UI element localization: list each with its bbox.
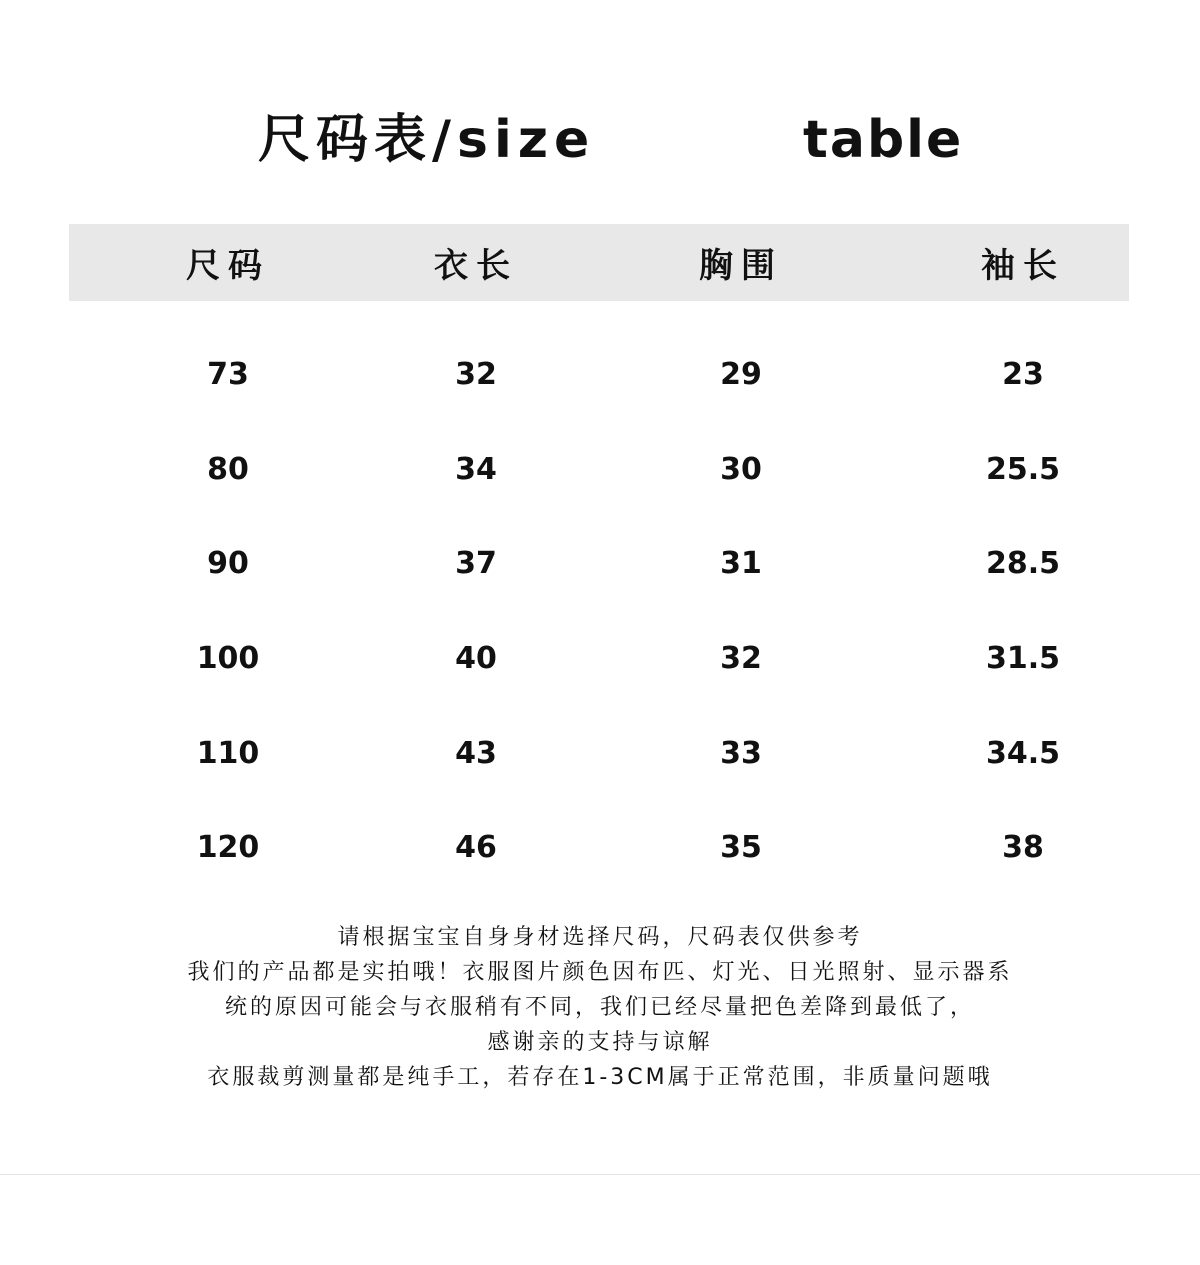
title-right-text: table [803, 110, 964, 170]
cell-chest: 31 [720, 546, 762, 582]
cell-chest: 35 [720, 830, 762, 866]
notes-block [0, 920, 1200, 1095]
cell-chest: 29 [720, 356, 762, 392]
cell-size: 120 [196, 830, 260, 866]
table-row [69, 516, 1129, 611]
size-table [69, 224, 1129, 895]
table-row [69, 422, 1129, 517]
header-chest: 胸围 [565, 224, 917, 301]
cell-length: 37 [455, 546, 497, 582]
cell-sleeve: 28.5 [985, 546, 1061, 582]
cell-length: 32 [455, 356, 497, 392]
cell-size: 80 [207, 451, 249, 487]
note-line: 衣服裁剪测量都是纯手工，若存在1-3CM属于正常范围，非质量问题哦 [207, 1065, 993, 1090]
cell-sleeve: 34.5 [985, 735, 1061, 771]
table-row [69, 800, 1129, 895]
cell-size: 73 [207, 356, 249, 392]
table-spacer [69, 301, 1129, 327]
cell-length: 34 [455, 451, 497, 487]
cell-length: 40 [455, 640, 497, 676]
title-left-text: 尺码表/size [258, 110, 596, 170]
cell-length: 43 [455, 735, 497, 771]
note-line: 统的原因可能会与衣服稍有不同，我们已经尽量把色差降到最低了， [224, 995, 975, 1020]
cell-size: 90 [207, 546, 249, 582]
note-line: 请根据宝宝自身身材选择尺码，尺码表仅供参考 [337, 925, 863, 950]
bottom-divider [0, 1174, 1200, 1175]
cell-chest: 32 [720, 640, 762, 676]
table-row [69, 327, 1129, 422]
table-header-row [69, 224, 1129, 301]
header-sleeve: 袖长 [917, 224, 1129, 301]
cell-sleeve: 38 [1002, 830, 1044, 866]
cell-sleeve: 31.5 [985, 640, 1061, 676]
note-line: 我们的产品都是实拍哦！衣服图片颜色因布匹、灯光、日光照射、显示器系 [187, 960, 1013, 985]
header-length: 衣长 [387, 224, 565, 301]
table-row [69, 706, 1129, 801]
page-title [0, 100, 1200, 180]
cell-size: 100 [196, 640, 260, 676]
cell-size: 110 [196, 735, 260, 771]
cell-chest: 33 [720, 735, 762, 771]
note-line: 感谢亲的支持与谅解 [487, 1030, 713, 1055]
table-row [69, 611, 1129, 706]
cell-length: 46 [455, 830, 497, 866]
cell-sleeve: 25.5 [985, 451, 1061, 487]
cell-sleeve: 23 [1002, 356, 1044, 392]
cell-chest: 30 [720, 451, 762, 487]
header-size: 尺码 [69, 224, 387, 301]
